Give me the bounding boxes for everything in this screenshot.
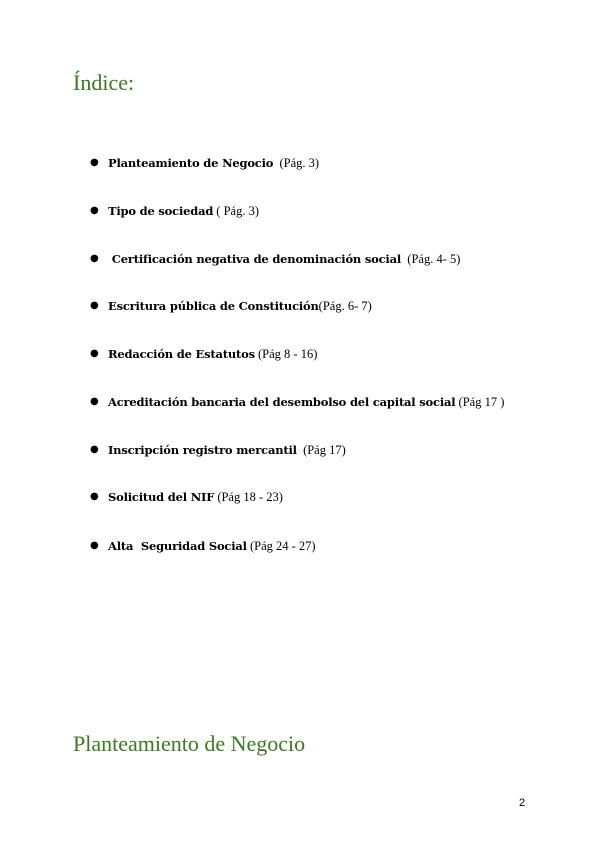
toc-item-title: Inscripción registro mercantil: [108, 443, 297, 457]
toc-item-title: Alta Seguridad Social: [108, 539, 247, 553]
bullet-icon: ●: [90, 253, 99, 264]
toc-item-title: Redacción de Estatutos: [108, 347, 255, 361]
toc-item: [90, 442, 346, 458]
toc-item-pages: ( Pág. 3): [213, 204, 259, 218]
toc-item: [90, 346, 317, 362]
index-heading: Índice:: [73, 70, 135, 95]
bullet-icon: ●: [90, 205, 99, 216]
bullet-icon: ●: [90, 300, 99, 311]
toc-item-title: Planteamiento de Negocio: [108, 156, 274, 170]
toc-item-pages: (Pág. 3): [273, 156, 320, 170]
bullet-icon: ●: [90, 540, 99, 551]
bullet-icon: ●: [90, 157, 99, 168]
toc-item-pages: (Pág 24 - 27): [246, 539, 316, 553]
toc-item-pages: (Pág. 4- 5): [401, 252, 461, 266]
toc-item-pages: (Pág 18 - 23): [214, 490, 283, 504]
toc-item: [90, 489, 283, 505]
toc-item: [90, 538, 316, 554]
bullet-icon: ●: [90, 396, 99, 407]
toc-item-pages: (Pág. 6- 7): [318, 299, 372, 313]
section-heading: Planteamiento de Negocio: [73, 731, 306, 756]
bullet-icon: ●: [90, 491, 99, 502]
bullet-icon: ●: [90, 348, 99, 359]
bullet-icon: ●: [90, 444, 99, 455]
toc-item: [90, 298, 372, 314]
toc-item: [90, 251, 460, 267]
toc-item-title: Tipo de sociedad: [108, 204, 214, 218]
toc-item-title: Solicitud del NIF: [108, 490, 215, 504]
toc-item-title: Acreditación bancaria del desembolso del capital social: [108, 395, 456, 409]
toc-item: [90, 394, 504, 410]
page-number: 2: [519, 797, 526, 809]
toc-item-pages: (Pág 17 ): [455, 395, 505, 409]
toc-item: [90, 203, 259, 219]
toc-item-title: Certificación negativa de denominación social: [108, 252, 402, 266]
toc-item-title: Escritura pública de Constitución: [108, 299, 319, 313]
toc-item-pages: (Pág 17): [296, 443, 346, 457]
toc-item: [90, 155, 319, 171]
toc-item-pages: (Pág 8 - 16): [254, 347, 318, 361]
